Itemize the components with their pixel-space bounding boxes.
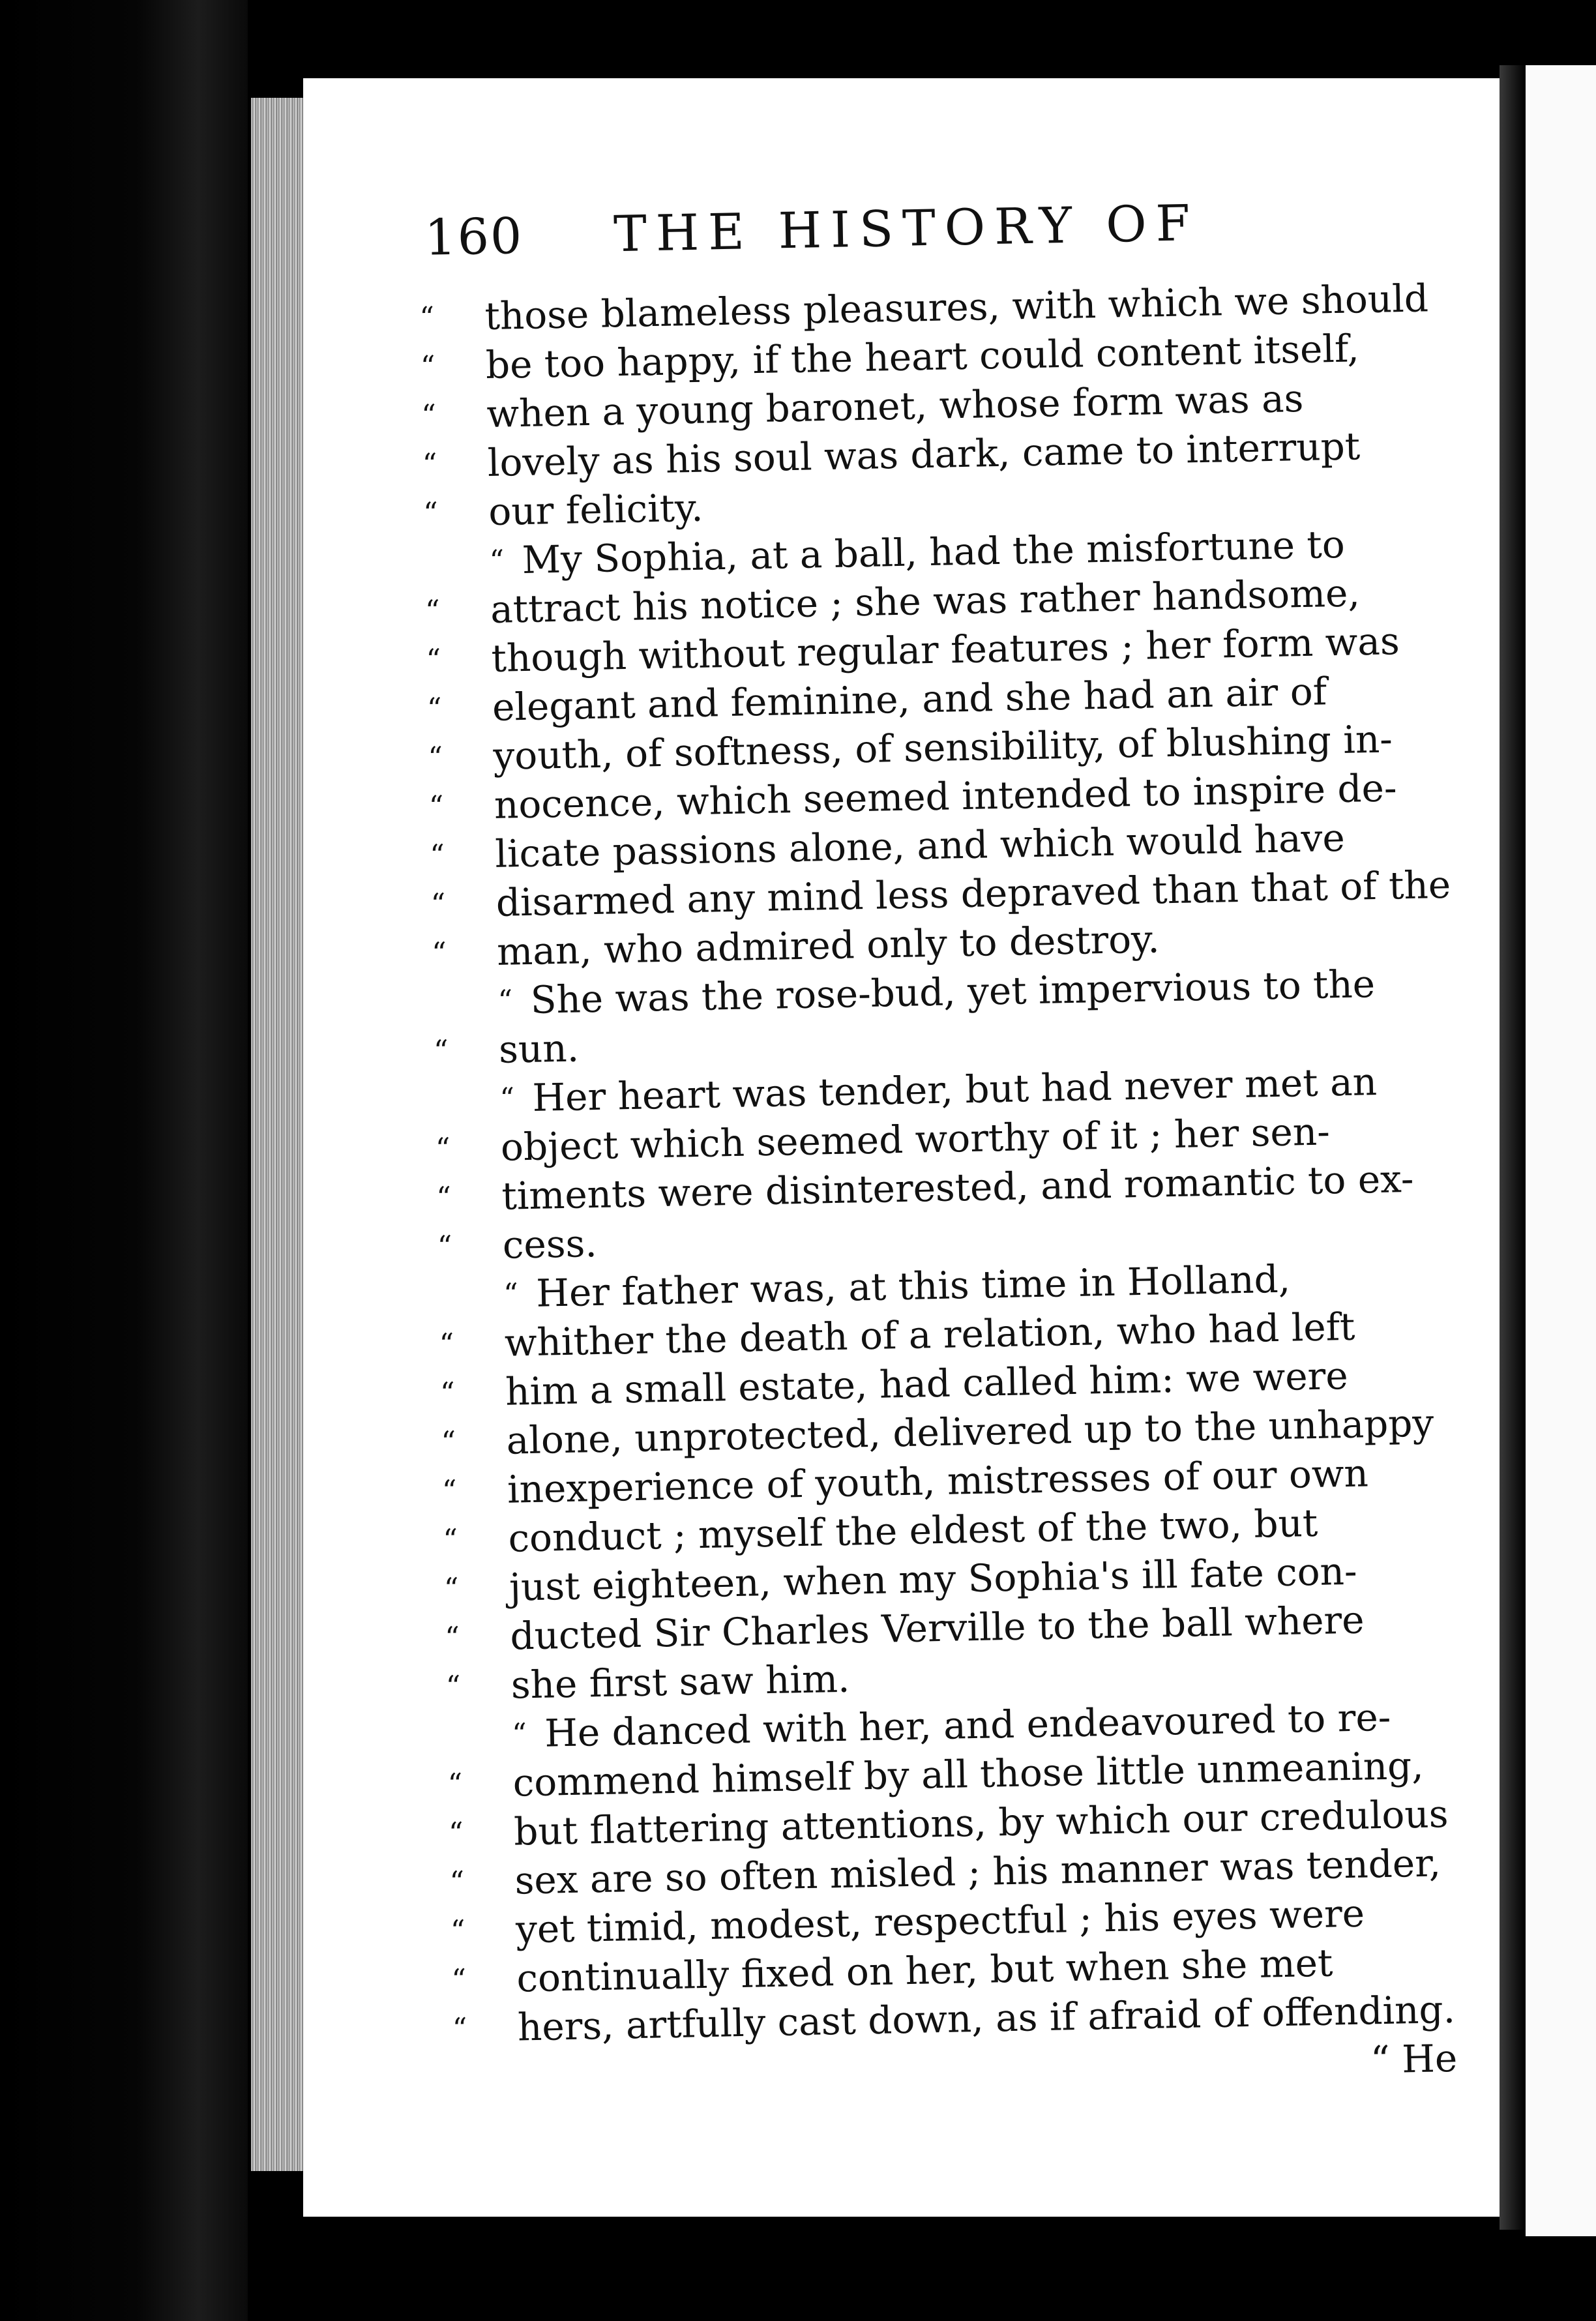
line-text: yet timid, modest, respectful ; his eyes were bbox=[515, 1891, 1365, 1952]
line-text: man, who admired only to destroy. bbox=[496, 917, 1160, 974]
line-text: hers, artfully cast down, as if afraid of offending. bbox=[517, 1987, 1456, 2050]
line-text: sun. bbox=[498, 1026, 580, 1072]
quote-mark: “ bbox=[431, 936, 447, 970]
quote-mark: “ bbox=[449, 1865, 465, 1899]
quote-mark: “ bbox=[444, 1621, 460, 1655]
quote-mark: “ bbox=[511, 1717, 527, 1751]
quote-mark: “ bbox=[503, 1277, 519, 1311]
line-text: timents were disinterested, and romantic to ex- bbox=[501, 1156, 1414, 1219]
catchword: “ He bbox=[1370, 2035, 1458, 2082]
line-text: our felicity. bbox=[488, 485, 704, 534]
line-text: continually fixed on her, but when she met bbox=[516, 1940, 1333, 2001]
quote-mark: “ bbox=[441, 1425, 456, 1459]
quote-mark: “ bbox=[489, 544, 505, 578]
line-text: She was the rose-bud, yet impervious to the bbox=[530, 962, 1376, 1022]
quote-mark: “ bbox=[421, 398, 437, 432]
quote-mark: “ bbox=[439, 1327, 454, 1361]
line-text: cess. bbox=[502, 1221, 598, 1267]
page-text-block bbox=[417, 176, 1458, 2102]
line-text: alone, unprotected, delivered up to the unhappy bbox=[506, 1400, 1434, 1463]
line-text: lovely as his soul was dark, came to interrupt bbox=[487, 424, 1361, 485]
quote-mark: “ bbox=[437, 1230, 452, 1264]
quote-mark: “ bbox=[426, 692, 443, 726]
facing-page-edge bbox=[1526, 65, 1596, 2236]
quote-mark: “ bbox=[447, 1767, 463, 1801]
line-text: conduct ; myself the eldest of the two, but bbox=[507, 1500, 1318, 1561]
line-text: those blameless pleasures, with which we should bbox=[484, 276, 1429, 339]
line-text: He danced with her, and endeavoured to re- bbox=[544, 1694, 1391, 1756]
line-text: licate passions alone, and which would have bbox=[494, 815, 1346, 876]
page-header bbox=[417, 176, 1423, 293]
quote-mark: “ bbox=[452, 2012, 467, 2046]
line-text: ducted Sir Charles Verville to the ball where bbox=[509, 1597, 1365, 1659]
line-text: Her heart was tender, but had never met an bbox=[531, 1059, 1378, 1120]
line-text: whither the death of a relation, who had left bbox=[504, 1304, 1356, 1365]
line-text: she first saw him. bbox=[510, 1656, 851, 1707]
quote-mark: “ bbox=[419, 301, 435, 334]
quote-mark: “ bbox=[451, 1963, 467, 1997]
quote-mark: “ bbox=[428, 741, 443, 775]
quote-mark: “ bbox=[448, 1816, 464, 1850]
quote-mark: “ bbox=[443, 1572, 460, 1606]
running-head: THE HISTORY OF bbox=[613, 193, 1200, 263]
quote-mark: “ bbox=[428, 790, 444, 823]
line-text: elegant and feminine, and she had an air of bbox=[492, 669, 1327, 730]
line-text: when a young baronet, whose form was as bbox=[486, 376, 1304, 437]
line-text: but flattering attentions, by which our credulous bbox=[513, 1792, 1449, 1854]
quote-mark: “ bbox=[435, 1132, 451, 1166]
line-text: be too happy, if the heart could content itself, bbox=[485, 326, 1360, 388]
page-edges bbox=[251, 98, 303, 2171]
quote-mark: “ bbox=[424, 594, 441, 628]
line-text: attract his notice ; she was rather handsome, bbox=[490, 570, 1361, 632]
body-text bbox=[419, 274, 1457, 2053]
quote-mark: “ bbox=[422, 447, 437, 481]
quote-mark: “ bbox=[436, 1181, 452, 1215]
gutter-shadow bbox=[1500, 65, 1526, 2230]
quote-mark: “ bbox=[433, 1034, 449, 1068]
line-text: sex are so often misled ; his manner was tender, bbox=[514, 1841, 1441, 1903]
page-number: 160 bbox=[424, 206, 524, 267]
line-text: inexperience of youth, mistresses of our own bbox=[507, 1451, 1369, 1512]
book-spine-shadow bbox=[0, 0, 248, 2321]
quote-mark: “ bbox=[429, 838, 445, 872]
quote-mark: “ bbox=[441, 1474, 458, 1508]
line-text: though without regular features ; her form was bbox=[490, 619, 1400, 681]
line-text: object which seemed worthy of it ; her sen- bbox=[500, 1109, 1331, 1170]
quote-mark: “ bbox=[450, 1914, 466, 1948]
quote-mark: “ bbox=[426, 643, 441, 677]
line-text: him a small estate, had called him: we were bbox=[505, 1353, 1349, 1414]
quote-mark: “ bbox=[439, 1376, 456, 1410]
line-text: Her father was, at this time in Holland, bbox=[535, 1256, 1291, 1316]
quote-mark: “ bbox=[445, 1670, 461, 1704]
line-text: disarmed any mind less depraved than that of the bbox=[495, 862, 1451, 925]
quote-mark: “ bbox=[499, 1082, 515, 1116]
line-text: My Sophia, at a ball, had the misfortune to bbox=[522, 522, 1346, 583]
quote-mark: “ bbox=[443, 1523, 458, 1557]
line-text: just eighteen, when my Sophia's ill fate con- bbox=[509, 1548, 1358, 1610]
quote-mark: “ bbox=[430, 887, 446, 921]
line-text: commend himself by all those little unmeaning, bbox=[512, 1743, 1425, 1805]
line-text: nocence, which seemed intended to inspire de- bbox=[494, 765, 1398, 827]
quote-mark: “ bbox=[420, 349, 436, 383]
line-text: youth, of softness, of sensibility, of blushing in- bbox=[492, 717, 1393, 778]
quote-mark: “ bbox=[422, 496, 439, 530]
quote-mark: “ bbox=[497, 984, 513, 1018]
